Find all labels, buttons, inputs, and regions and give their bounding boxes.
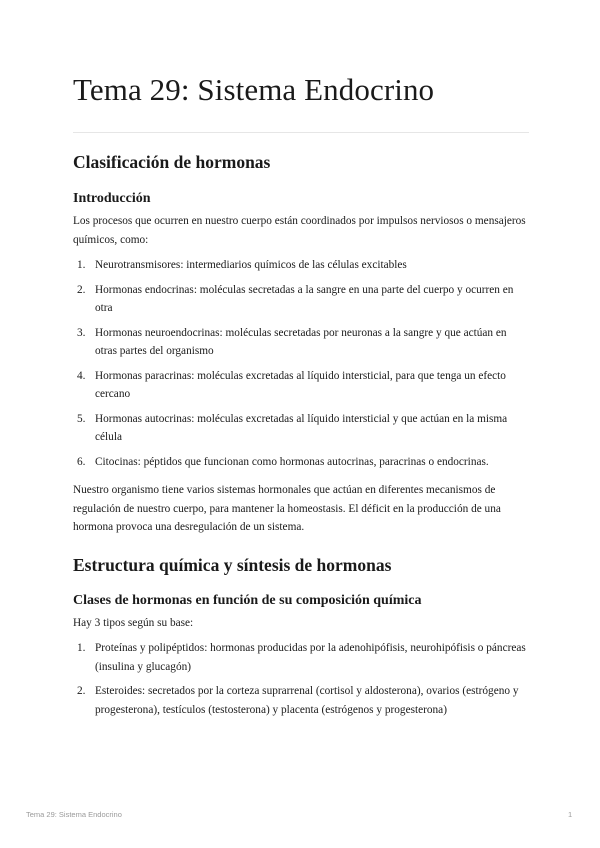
- subsection-heading-clases: Clases de hormonas en función de su composición química: [73, 593, 422, 608]
- subsection-heading-introduccion: Introducción: [73, 191, 151, 206]
- list-item: 6. Citocinas: péptidos que funcionan como hormonas autocrinas, paracrinas o endocrinas.: [77, 455, 489, 468]
- hormone-classes-list: [73, 639, 529, 725]
- types-intro-paragraph: Hay 3 tipos según su base:: [73, 617, 194, 629]
- list-item: 3. Hormonas neuroendocrinas: moléculas secretadas por neuronas a la sangre y que actúan en otras partes del organismo: [77, 326, 507, 357]
- list-item: 5. Hormonas autocrinas: moléculas excretadas al líquido intersticial y que actúan en la misma célula: [77, 412, 508, 443]
- intro-paragraph: Los procesos que ocurren en nuestro cuerpo están coordinados por impulsos nerviosos o mensajeros químicos, como:: [73, 215, 526, 246]
- messenger-types-list: [73, 256, 529, 477]
- page-title: Tema 29: Sistema Endocrino: [73, 72, 435, 107]
- homeostasis-paragraph: Nuestro organismo tiene varios sistemas hormonales que actúan en diferentes mecanismos de regulación de nuestro cuerpo, para mantener la homeostasis. El déficit en la producción de una hormona provoca una desregulación de un sistema.: [73, 484, 501, 533]
- list-item: 1. Proteínas y polipéptidos: hormonas producidas por la adenohipófisis, neurohipófisis o páncreas (insulina y glucagón): [77, 642, 526, 673]
- footer-page-number: 1: [568, 810, 573, 819]
- list-item: 1. Neurotransmisores: intermediarios químicos de las células excitables: [77, 259, 407, 271]
- list-item: 2. Esteroides: secretados por la corteza suprarrenal (cortisol y aldosterona), ovarios (estrógeno y progesterona), testículos (testosterona) y placenta (estrógenos y progesterona): [77, 685, 519, 716]
- title-divider: [73, 132, 529, 133]
- section-heading-estructura: Estructura química y síntesis de hormonas: [73, 555, 392, 575]
- section-heading-clasificacion: Clasificación de hormonas: [73, 152, 271, 172]
- list-item: 4. Hormonas paracrinas: moléculas excretadas al líquido intersticial, para que tenga un efecto cercano: [77, 369, 506, 400]
- list-item: 2. Hormonas endocrinas: moléculas secretadas a la sangre en una parte del cuerpo y ocurren en otra: [77, 283, 514, 314]
- footer-doc-title: Tema 29: Sistema Endocrino: [26, 810, 122, 819]
